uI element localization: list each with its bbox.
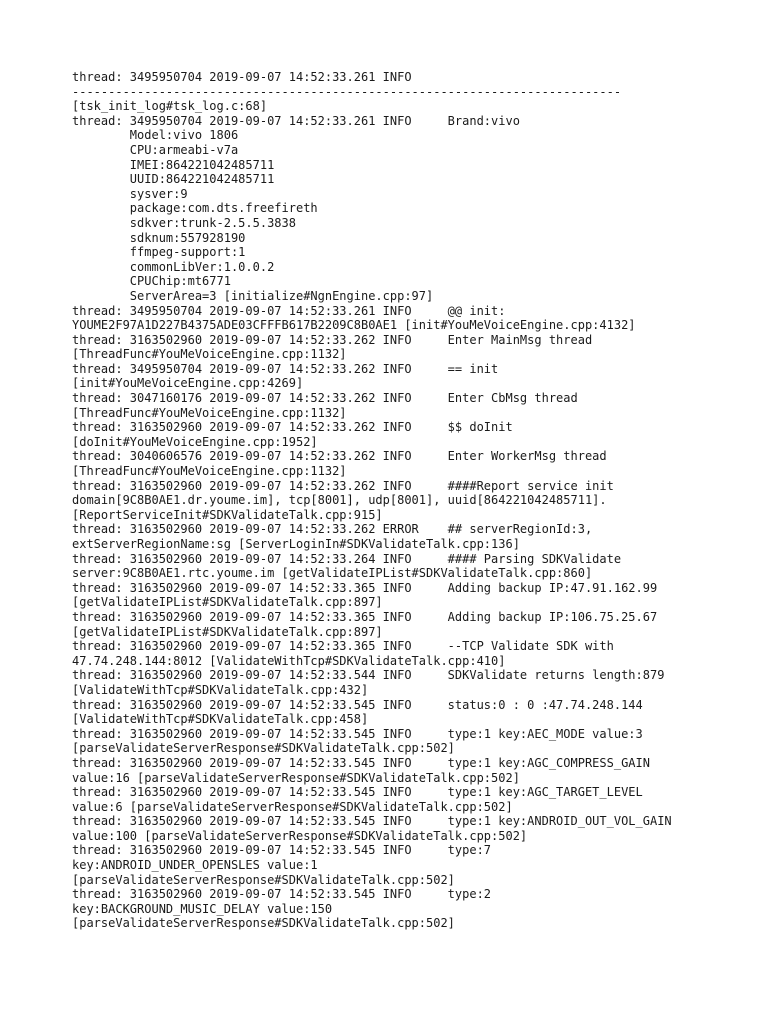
log-line: [ReportServiceInit#SDKValidateTalk.cpp:915] [72,507,383,522]
log-line: domain[9C8B0AE1.dr.youme.im], tcp[8001], udp[8001], uuid[864221042485711]. [72,493,607,508]
log-line: thread: 3163502960 2019-09-07 14:52:33.545 INFO status:0 : 0 :47.74.248.144 [72,697,643,712]
log-line: CPU:armeabi-v7a [72,142,239,157]
log-line: thread: 3495950704 2019-09-07 14:52:33.262 INFO == init [72,361,499,376]
log-line: [parseValidateServerResponse#SDKValidateTalk.cpp:502] [72,872,455,887]
log-line: sdkver:trunk-2.5.5.3838 [72,215,296,230]
log-line: [ValidateWithTcp#SDKValidateTalk.cpp:432] [72,682,369,697]
log-line: thread: 3495950704 2019-09-07 14:52:33.261 INFO @@ init: [72,303,506,318]
log-line: thread: 3163502960 2019-09-07 14:52:33.262 INFO ####Report service init [72,478,614,493]
log-line: value:6 [parseValidateServerResponse#SDKValidateTalk.cpp:502] [72,799,513,814]
log-line: YOUME2F97A1D227B4375ADE03CFFFB617B2209C8B0AE1 [init#YouMeVoiceEngine.cpp:4132] [72,318,636,333]
log-line: key:ANDROID_UNDER_OPENSLES value:1 [72,858,318,873]
log-line: 47.74.248.144:8012 [ValidateWithTcp#SDKValidateTalk.cpp:410] [72,653,506,668]
log-line: value:100 [parseValidateServerResponse#SDKValidateTalk.cpp:502] [72,828,528,843]
log-line: thread: 3047160176 2019-09-07 14:52:33.262 INFO Enter CbMsg thread [72,391,578,406]
log-line: ---------------------------------------------------------------------------- [72,84,622,99]
log-line: thread: 3163502960 2019-09-07 14:52:33.365 INFO Adding backup IP:106.75.25.67 [72,609,658,624]
log-line: thread: 3163502960 2019-09-07 14:52:33.264 INFO #### Parsing SDKValidate [72,551,622,566]
log-line: thread: 3495950704 2019-09-07 14:52:33.261 INFO Brand:vivo [72,113,520,128]
log-line: [ValidateWithTcp#SDKValidateTalk.cpp:458] [72,712,369,727]
log-line: server:9C8B0AE1.rtc.youme.im [getValidateIPList#SDKValidateTalk.cpp:860] [72,566,593,581]
log-line: [tsk_init_log#tsk_log.c:68] [72,99,268,114]
log-line: thread: 3163502960 2019-09-07 14:52:33.545 INFO type:1 key:AEC_MODE value:3 [72,726,643,741]
log-line: [ThreadFunc#YouMeVoiceEngine.cpp:1132] [72,464,347,479]
log-line: CPUChip:mt6771 [72,274,231,289]
log-line: thread: 3163502960 2019-09-07 14:52:33.545 INFO type:2 [72,887,492,902]
log-line: sdknum:557928190 [72,230,246,245]
log-line: [getValidateIPList#SDKValidateTalk.cpp:897] [72,595,383,610]
log-line: package:com.dts.freefireth [72,201,318,216]
log-line: IMEI:864221042485711 [72,157,275,172]
log-line: thread: 3163502960 2019-09-07 14:52:33.262 INFO Enter MainMsg thread [72,332,593,347]
log-line: thread: 3163502960 2019-09-07 14:52:33.545 INFO type:1 key:ANDROID_OUT_VOL_GAIN [72,814,672,829]
log-line: [doInit#YouMeVoiceEngine.cpp:1952] [72,434,318,449]
log-line: thread: 3163502960 2019-09-07 14:52:33.365 INFO --TCP Validate SDK with [72,639,614,654]
log-line: [getValidateIPList#SDKValidateTalk.cpp:897] [72,624,383,639]
log-line: extServerRegionName:sg [ServerLoginIn#SDKValidateTalk.cpp:136] [72,537,520,551]
log-line: sysver:9 [72,186,188,201]
log-line: value:16 [parseValidateServerResponse#SDKValidateTalk.cpp:502] [72,770,520,785]
log-line: thread: 3163502960 2019-09-07 14:52:33.365 INFO Adding backup IP:47.91.162.99 [72,580,658,595]
log-line: thread: 3163502960 2019-09-07 14:52:33.262 ERROR ## serverRegionId:3, [72,522,593,537]
log-line: thread: 3163502960 2019-09-07 14:52:33.545 INFO type:1 key:AGC_COMPRESS_GAIN [72,755,650,770]
log-line: [parseValidateServerResponse#SDKValidateTalk.cpp:502] [72,741,455,756]
log-line: ServerArea=3 [initialize#NgnEngine.cpp:97] [72,288,434,303]
log-line: UUID:864221042485711 [72,172,275,187]
log-line: ffmpeg-support:1 [72,245,246,260]
log-line: [init#YouMeVoiceEngine.cpp:4269] [72,376,304,391]
log-line: key:BACKGROUND_MUSIC_DELAY value:150 [72,901,333,916]
log-line: thread: 3163502960 2019-09-07 14:52:33.545 INFO type:1 key:AGC_TARGET_LEVEL [72,785,643,800]
log-line: thread: 3163502960 2019-09-07 14:52:33.545 INFO type:7 [72,843,492,858]
log-line: thread: 3040606576 2019-09-07 14:52:33.262 INFO Enter WorkerMsg thread [72,449,607,464]
log-line: commonLibVer:1.0.0.2 [72,259,275,274]
log-line: thread: 3163502960 2019-09-07 14:52:33.544 INFO SDKValidate returns length:879 [72,668,665,683]
log-line: thread: 3495950704 2019-09-07 14:52:33.261 INFO [72,70,412,84]
log-line: [ThreadFunc#YouMeVoiceEngine.cpp:1132] [72,347,347,362]
log-document [72,70,752,931]
log-line: [ThreadFunc#YouMeVoiceEngine.cpp:1132] [72,405,347,420]
log-line: thread: 3163502960 2019-09-07 14:52:33.262 INFO $$ doInit [72,420,513,435]
log-line: [parseValidateServerResponse#SDKValidateTalk.cpp:502] [72,916,455,931]
log-line: Model:vivo 1806 [72,128,239,143]
